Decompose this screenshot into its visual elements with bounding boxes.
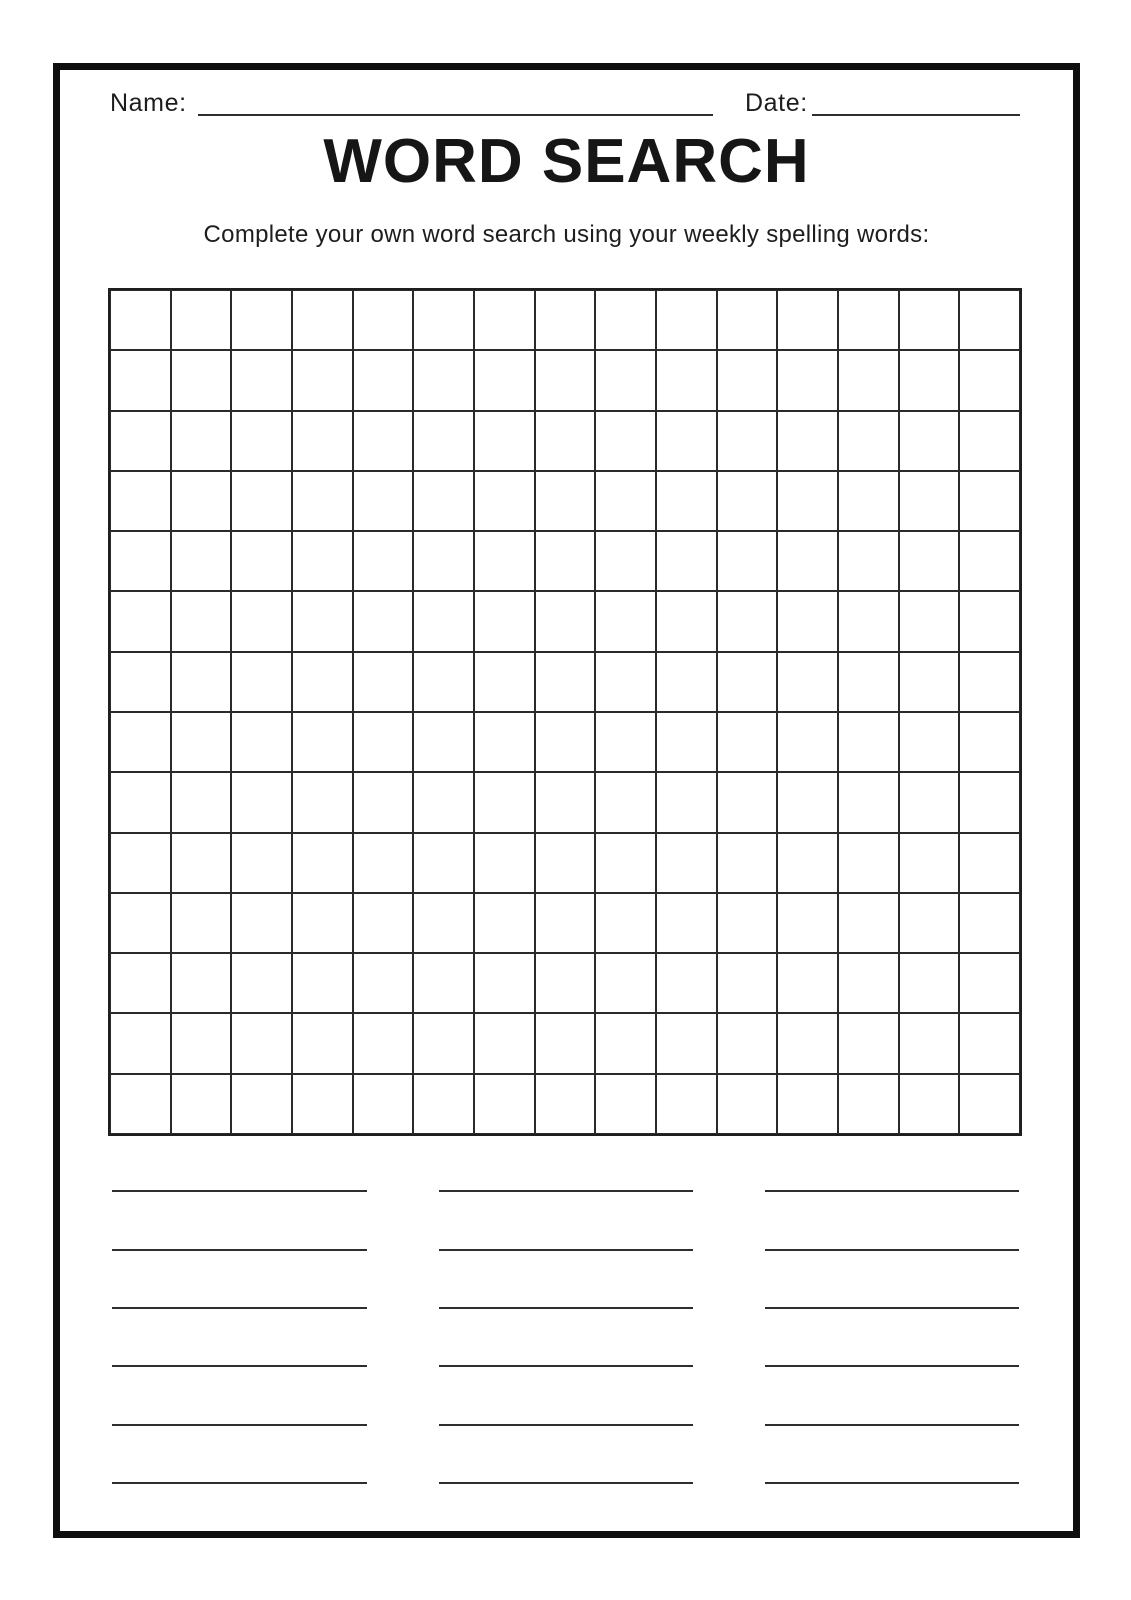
grid-cell[interactable] [959,411,1020,471]
grid-cell[interactable] [595,411,656,471]
grid-cell[interactable] [353,893,414,953]
grid-cell[interactable] [474,652,535,712]
word-blank-line[interactable] [765,1309,1019,1367]
grid-cell[interactable] [474,350,535,410]
grid-cell[interactable] [656,290,717,350]
grid-cell[interactable] [959,531,1020,591]
grid-cell[interactable] [413,1013,474,1073]
grid-cell[interactable] [110,893,171,953]
word-blank-line[interactable] [112,1426,367,1484]
word-blank-line[interactable] [439,1251,693,1309]
grid-cell[interactable] [959,591,1020,651]
grid-cell[interactable] [231,833,292,893]
grid-cell[interactable] [777,350,838,410]
grid-cell[interactable] [474,531,535,591]
grid-cell[interactable] [595,1074,656,1134]
grid-cell[interactable] [171,290,232,350]
grid-cell[interactable] [959,652,1020,712]
page-frame [53,63,1080,1538]
grid-cell[interactable] [474,953,535,1013]
grid-cell[interactable] [656,772,717,832]
grid-cell[interactable] [171,893,232,953]
grid-cell[interactable] [292,591,353,651]
grid-cell[interactable] [899,652,960,712]
grid-cell[interactable] [413,1074,474,1134]
grid-cell[interactable] [899,350,960,410]
grid-cell[interactable] [413,350,474,410]
grid-cell[interactable] [171,833,232,893]
grid-cell[interactable] [656,953,717,1013]
grid-cell[interactable] [595,350,656,410]
grid-cell[interactable] [110,953,171,1013]
grid-cell[interactable] [656,350,717,410]
grid-cell[interactable] [292,531,353,591]
grid-cell[interactable] [777,1074,838,1134]
grid-cell[interactable] [292,953,353,1013]
grid-cell[interactable] [838,350,899,410]
grid-cell[interactable] [838,591,899,651]
grid-cell[interactable] [595,833,656,893]
grid-cell[interactable] [959,1013,1020,1073]
grid-cell[interactable] [171,411,232,471]
grid-cell[interactable] [110,531,171,591]
word-search-grid [108,288,1022,1136]
grid-cell[interactable] [474,1074,535,1134]
grid-cell[interactable] [777,953,838,1013]
grid-cell[interactable] [413,411,474,471]
grid-cell[interactable] [474,290,535,350]
grid-cell[interactable] [535,350,596,410]
grid-cell[interactable] [353,350,414,410]
grid-cell[interactable] [292,652,353,712]
grid-cell[interactable] [838,712,899,772]
word-blank-line[interactable] [112,1192,367,1250]
grid-cell[interactable] [171,531,232,591]
grid-cell[interactable] [838,1013,899,1073]
word-blank-line[interactable] [439,1309,693,1367]
grid-cell[interactable] [717,591,778,651]
grid-cell[interactable] [535,1013,596,1073]
grid-cell[interactable] [777,411,838,471]
grid-cell[interactable] [838,411,899,471]
instruction-subtitle: Complete your own word search using your weekly spelling words: [203,221,930,248]
grid-cell[interactable] [899,471,960,531]
grid-cell[interactable] [231,893,292,953]
grid-cell[interactable] [717,652,778,712]
grid-cell[interactable] [171,953,232,1013]
grid-cell[interactable] [292,350,353,410]
grid-cell[interactable] [595,290,656,350]
grid-cell[interactable] [353,471,414,531]
grid-cell[interactable] [535,591,596,651]
grid-cell[interactable] [959,953,1020,1013]
grid-cell[interactable] [838,290,899,350]
grid-cell[interactable] [292,1013,353,1073]
grid-cell[interactable] [413,893,474,953]
grid-cell[interactable] [899,1013,960,1073]
date-label: Date: [745,89,808,117]
word-blank-line[interactable] [112,1134,367,1192]
grid-cell[interactable] [474,591,535,651]
word-blank-line[interactable] [765,1134,1019,1192]
grid-cell[interactable] [777,531,838,591]
word-blank-line[interactable] [439,1192,693,1250]
grid-cell[interactable] [899,290,960,350]
grid-cell[interactable] [777,1013,838,1073]
grid-cell[interactable] [353,833,414,893]
grid-cell[interactable] [110,833,171,893]
grid-cell[interactable] [899,833,960,893]
grid-cell[interactable] [353,531,414,591]
grid-cell[interactable] [535,712,596,772]
grid-cell[interactable] [353,1074,414,1134]
word-blank-line[interactable] [112,1309,367,1367]
grid-cell[interactable] [777,591,838,651]
grid-cell[interactable] [292,1074,353,1134]
grid-cell[interactable] [353,411,414,471]
grid-cell[interactable] [717,893,778,953]
grid-cell[interactable] [838,1074,899,1134]
grid-cell[interactable] [171,350,232,410]
name-input-line[interactable] [198,114,713,116]
grid-cell[interactable] [595,531,656,591]
grid-cell[interactable] [717,772,778,832]
word-blank-line[interactable] [765,1192,1019,1250]
grid-cell[interactable] [231,591,292,651]
grid-cell[interactable] [474,772,535,832]
grid-cell[interactable] [231,531,292,591]
grid-cell[interactable] [231,1074,292,1134]
grid-cell[interactable] [838,531,899,591]
grid-cell[interactable] [171,1013,232,1073]
grid-cell[interactable] [899,591,960,651]
grid-cell[interactable] [292,833,353,893]
grid-cell[interactable] [535,1074,596,1134]
grid-cell[interactable] [413,471,474,531]
word-blank-line[interactable] [112,1251,367,1309]
grid-cell[interactable] [656,471,717,531]
word-blank-line[interactable] [765,1367,1019,1425]
grid-cell[interactable] [231,712,292,772]
grid-cell[interactable] [474,411,535,471]
page-title: WORD SEARCH [323,127,810,196]
grid-cell[interactable] [717,411,778,471]
grid-cell[interactable] [110,290,171,350]
grid-cell[interactable] [899,953,960,1013]
word-blank-line[interactable] [439,1134,693,1192]
grid-cell[interactable] [413,953,474,1013]
grid-cell[interactable] [353,591,414,651]
grid-cell[interactable] [595,893,656,953]
date-input-line[interactable] [812,114,1020,116]
grid-cell[interactable] [656,833,717,893]
grid-cell[interactable] [777,712,838,772]
grid-cell[interactable] [353,772,414,832]
grid-cell[interactable] [899,1074,960,1134]
grid-cell[interactable] [231,772,292,832]
grid-cell[interactable] [353,652,414,712]
grid-cell[interactable] [717,712,778,772]
grid-cell[interactable] [474,893,535,953]
grid-cell[interactable] [292,290,353,350]
grid-cell[interactable] [474,471,535,531]
grid-cell[interactable] [959,290,1020,350]
grid-cell[interactable] [413,531,474,591]
grid-cell[interactable] [717,471,778,531]
grid-cell[interactable] [413,290,474,350]
grid-cell[interactable] [171,1074,232,1134]
grid-cell[interactable] [777,652,838,712]
grid-cell[interactable] [959,712,1020,772]
grid-cell[interactable] [292,712,353,772]
grid-cell[interactable] [110,411,171,471]
grid-cell[interactable] [959,833,1020,893]
grid-cell[interactable] [777,290,838,350]
grid-cell[interactable] [353,953,414,1013]
grid-cell[interactable] [231,350,292,410]
grid-cell[interactable] [535,411,596,471]
grid-cell[interactable] [595,471,656,531]
grid-cell[interactable] [838,471,899,531]
grid-cell[interactable] [171,471,232,531]
grid-cell[interactable] [413,652,474,712]
grid-cell[interactable] [899,531,960,591]
grid-cell[interactable] [413,712,474,772]
name-label: Name: [110,89,187,117]
grid-cell[interactable] [717,833,778,893]
grid-cell[interactable] [110,471,171,531]
grid-cell[interactable] [292,893,353,953]
grid-cell[interactable] [595,652,656,712]
grid-cell[interactable] [595,712,656,772]
grid-cell[interactable] [110,652,171,712]
grid-cell[interactable] [110,350,171,410]
grid-cell[interactable] [656,893,717,953]
grid-cell[interactable] [110,772,171,832]
grid-cell[interactable] [413,833,474,893]
grid-cell[interactable] [535,531,596,591]
grid-cell[interactable] [717,1074,778,1134]
grid-cell[interactable] [656,591,717,651]
grid-cell[interactable] [838,953,899,1013]
grid-cell[interactable] [413,772,474,832]
grid-cell[interactable] [353,1013,414,1073]
grid-cell[interactable] [413,591,474,651]
grid-cell[interactable] [231,1013,292,1073]
grid-cell[interactable] [535,290,596,350]
grid-cell[interactable] [959,772,1020,832]
grid-cell[interactable] [231,471,292,531]
grid-cell[interactable] [535,652,596,712]
grid-cell[interactable] [353,290,414,350]
grid-cell[interactable] [777,772,838,832]
grid-cell[interactable] [353,712,414,772]
grid-cell[interactable] [535,953,596,1013]
grid-cell[interactable] [717,531,778,591]
grid-cell[interactable] [838,893,899,953]
grid-cell[interactable] [231,290,292,350]
grid-cell[interactable] [595,1013,656,1073]
grid-cell[interactable] [777,471,838,531]
word-blank-line[interactable] [439,1426,693,1484]
grid-cell[interactable] [656,1013,717,1073]
grid-cell[interactable] [231,411,292,471]
grid-cell[interactable] [656,652,717,712]
grid-cell[interactable] [959,350,1020,410]
grid-cell[interactable] [171,772,232,832]
grid-cell[interactable] [838,652,899,712]
grid-cell[interactable] [474,833,535,893]
grid-cell[interactable] [777,833,838,893]
grid-cell[interactable] [959,1074,1020,1134]
grid-cell[interactable] [171,712,232,772]
grid-cell[interactable] [656,411,717,471]
word-list [112,1134,1019,1484]
grid-cell[interactable] [595,591,656,651]
grid-cell[interactable] [110,591,171,651]
grid-cell[interactable] [292,471,353,531]
word-blank-line[interactable] [112,1367,367,1425]
grid-cell[interactable] [717,1013,778,1073]
grid-cell[interactable] [838,833,899,893]
grid-cell[interactable] [292,411,353,471]
grid-cell[interactable] [110,1013,171,1073]
grid-cell[interactable] [110,712,171,772]
grid-cell[interactable] [535,893,596,953]
grid-cell[interactable] [899,712,960,772]
grid-cell[interactable] [474,712,535,772]
grid-cell[interactable] [717,350,778,410]
grid-cell[interactable] [717,953,778,1013]
grid-cell[interactable] [656,1074,717,1134]
word-blank-line[interactable] [765,1426,1019,1484]
grid-cell[interactable] [959,893,1020,953]
grid-cell[interactable] [899,893,960,953]
word-blank-line[interactable] [765,1251,1019,1309]
grid-cell[interactable] [110,1074,171,1134]
grid-cell[interactable] [535,772,596,832]
grid-cell[interactable] [717,290,778,350]
grid-cell[interactable] [959,471,1020,531]
grid-cell[interactable] [474,1013,535,1073]
grid-cell[interactable] [231,652,292,712]
grid-cell[interactable] [292,772,353,832]
grid-cell[interactable] [535,471,596,531]
grid-cell[interactable] [231,953,292,1013]
grid-cell[interactable] [535,833,596,893]
grid-cell[interactable] [595,953,656,1013]
grid-cell[interactable] [171,591,232,651]
grid-cell[interactable] [838,772,899,832]
grid-cell[interactable] [777,893,838,953]
grid-cell[interactable] [171,652,232,712]
word-blank-line[interactable] [439,1367,693,1425]
grid-cell[interactable] [656,531,717,591]
grid-cell[interactable] [595,772,656,832]
grid-cell[interactable] [899,411,960,471]
grid-cell[interactable] [899,772,960,832]
grid-cell[interactable] [656,712,717,772]
